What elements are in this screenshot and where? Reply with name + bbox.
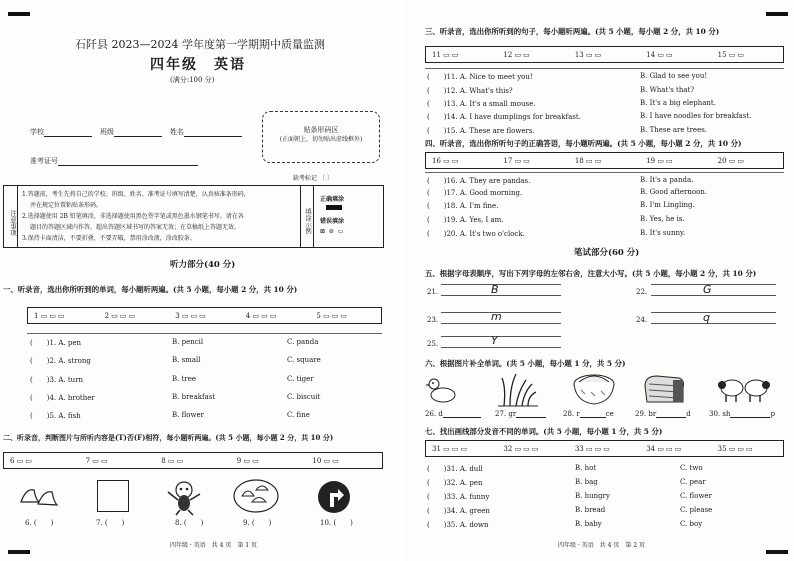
absent-mark[interactable]: 缺考标记 〔 〕 bbox=[293, 175, 333, 182]
section2-answer-row bbox=[3, 452, 383, 469]
question-1: ( )1. A. pen bbox=[30, 339, 82, 347]
word-30[interactable]: 30. sh p bbox=[709, 410, 775, 418]
question-35: ( )35. A. down bbox=[427, 521, 489, 529]
option-c: C. please bbox=[680, 506, 713, 514]
option-b: B. It's sunny. bbox=[640, 229, 686, 237]
writing-lines[interactable] bbox=[441, 284, 561, 296]
answer-slot[interactable]: 6 ▭▭ bbox=[10, 456, 34, 465]
question-32: ( )32. A. pen bbox=[427, 479, 483, 487]
scan-marker bbox=[8, 12, 30, 16]
option-b: B. hungry bbox=[575, 492, 610, 500]
section2-title: 二、听录音，判断图片与所听内容是(T)否(F)相符，每小题听两遍。(共 5 小题，每小题 2 分，共 10 分) bbox=[3, 433, 334, 442]
answer-slot[interactable]: 19 ▭▭ bbox=[646, 156, 675, 165]
section4-answer-row bbox=[425, 152, 784, 169]
wrong-fill-icon: ⊠ ⊘ ▭ bbox=[320, 228, 345, 235]
option-c: C. two bbox=[680, 464, 703, 472]
turn-sign-picture bbox=[316, 479, 352, 515]
fill-example-label: 填涂示例 bbox=[300, 186, 314, 247]
option-c: C. pear bbox=[680, 478, 706, 486]
answer-slot[interactable]: 32 ▭▭▭ bbox=[503, 444, 541, 453]
answer-slot[interactable]: 15 ▭▭ bbox=[717, 50, 747, 59]
writing-lines[interactable] bbox=[441, 336, 561, 348]
sheep-picture bbox=[718, 374, 770, 406]
item-24-number: 24. bbox=[636, 316, 648, 324]
question-31: ( )31. A. dull bbox=[427, 465, 483, 473]
option-b: B. I have noodles for breakfast. bbox=[640, 112, 752, 120]
picture-label-8[interactable]: 8. ( ) bbox=[175, 519, 204, 527]
question-16: ( )16. A. They are pandas. bbox=[427, 177, 531, 185]
picture-label-10[interactable]: 10. ( ) bbox=[320, 519, 353, 527]
answer-slot[interactable]: 20 ▭▭ bbox=[717, 156, 747, 165]
divider bbox=[425, 172, 784, 173]
divider bbox=[425, 68, 784, 69]
section7-title: 七、找出画线部分发音不同的单词。(共 5 小题，每小题 1 分，共 5 分) bbox=[425, 427, 663, 436]
answer-slot[interactable]: 17 ▭▭ bbox=[503, 156, 532, 165]
option-c: C. tiger bbox=[287, 375, 314, 383]
answer-slot[interactable]: 1 ▭▭▭ bbox=[34, 311, 67, 320]
option-c: C. panda bbox=[287, 338, 319, 346]
question-13: ( )13. A. It's a small mouse. bbox=[427, 100, 536, 108]
question-14: ( )14. A. I have dumplings for breakfast. bbox=[427, 113, 581, 121]
letter-b: B bbox=[491, 283, 499, 296]
section7-answer-row bbox=[425, 440, 784, 457]
answer-slot[interactable]: 16 ▭▭ bbox=[432, 156, 461, 165]
answer-slot[interactable]: 31 ▭▭▭ bbox=[432, 444, 469, 453]
section4-title: 四、听录音，选出你所听句子的正确答语，每小题听两遍。(共 5 小题，每小题 2 分，共 10 分) bbox=[425, 139, 742, 148]
option-b: B. It's a panda. bbox=[640, 176, 694, 184]
answer-slot[interactable]: 3 ▭▭▭ bbox=[175, 311, 208, 320]
answer-slot[interactable]: 10 ▭▭ bbox=[312, 456, 341, 465]
section1-title: 一、听录音，选出你所听到的单词，每小题听两遍。(共 5 小题，每小题 2 分，共 10 分) bbox=[3, 285, 298, 294]
page-footer: 四年级 · 英语 共 4 页 第 1 页 bbox=[170, 542, 257, 549]
word-27[interactable]: 27. gr bbox=[495, 410, 546, 418]
wrong-fill-label: 错误填涂 bbox=[320, 218, 345, 225]
grass-picture bbox=[498, 370, 538, 408]
duck-picture bbox=[425, 372, 459, 406]
answer-slot[interactable]: 4 ▭▭▭ bbox=[245, 311, 279, 320]
option-b: B. These are trees. bbox=[640, 126, 708, 134]
picture-label-6[interactable]: 6. ( ) bbox=[25, 519, 54, 527]
option-b: B. I'm Lingling. bbox=[640, 201, 695, 209]
answer-slot[interactable]: 13 ▭▭ bbox=[574, 50, 604, 59]
answer-slot[interactable]: 9 ▭▭ bbox=[236, 456, 261, 465]
class-field[interactable]: 班级 bbox=[100, 128, 162, 137]
question-5: ( )5. A. fish bbox=[30, 412, 81, 420]
listening-header: 听力部分(40 分) bbox=[170, 260, 236, 270]
section6-title: 六、根据图片补全单词。(共 5 小题，每小题 1 分，共 5 分) bbox=[425, 359, 626, 368]
correct-fill-icon bbox=[326, 205, 342, 210]
item-23-number: 23. bbox=[427, 316, 439, 324]
option-c: C. square bbox=[287, 356, 321, 364]
bread-picture bbox=[641, 372, 687, 406]
question-17: ( )17. A. Good morning. bbox=[427, 189, 523, 197]
writing-lines[interactable] bbox=[651, 312, 776, 324]
writing-lines[interactable] bbox=[651, 284, 776, 296]
exam-id-field[interactable]: 准考证号 bbox=[30, 157, 198, 166]
picture-label-9[interactable]: 9. ( ) bbox=[243, 519, 272, 527]
answer-slot[interactable]: 5 ▭▭▭ bbox=[316, 311, 349, 320]
option-b: B. baby bbox=[575, 520, 602, 528]
monkey-picture bbox=[164, 478, 204, 516]
question-12: ( )12. A. What's this? bbox=[427, 87, 513, 95]
scan-marker bbox=[766, 550, 788, 554]
question-11: ( )11. A. Nice to meet you! bbox=[427, 73, 533, 81]
letter-m: m bbox=[491, 310, 502, 323]
exam-title: 石阡县 2023—2024 学年度第一学期期中质量监测 bbox=[75, 38, 325, 51]
option-c: C. biscuit bbox=[287, 393, 321, 401]
answer-slot[interactable]: 33 ▭▭▭ bbox=[574, 444, 612, 453]
item-22-number: 22. bbox=[636, 288, 648, 296]
answer-slot[interactable]: 2 ▭▭▭ bbox=[104, 311, 138, 320]
correct-fill-label: 正确填涂 bbox=[320, 196, 345, 203]
option-b: B. flower bbox=[172, 411, 204, 419]
question-18: ( )18. A. I'm fine. bbox=[427, 202, 499, 210]
answer-slot[interactable]: 11 ▭▭ bbox=[432, 50, 461, 59]
option-b: B. tree bbox=[172, 375, 197, 383]
exam-subtitle: 四年级 英语 bbox=[150, 57, 246, 73]
divider bbox=[27, 333, 382, 334]
question-2: ( )2. A. strong bbox=[30, 357, 91, 365]
page-footer: 四年级 · 英语 共 4 页 第 2 页 bbox=[558, 542, 645, 549]
section5-title: 五、根据字母表顺序，写出下列字母的左邻右舍，注意大小写。(共 5 小题，每小题 2 分，共 10 分) bbox=[425, 269, 757, 278]
question-20: ( )20. A. It's two o'clock. bbox=[427, 230, 525, 238]
barcode-area: 贴条形码区 (正面朝上，切勿贴出虚线框外) bbox=[262, 111, 380, 163]
notes-title: 注意事项 bbox=[4, 186, 18, 247]
picture-label-7[interactable]: 7. ( ) bbox=[96, 519, 125, 527]
answer-slot[interactable]: 18 ▭▭ bbox=[574, 156, 604, 165]
option-b: B. pencil bbox=[172, 338, 204, 346]
option-b: B. bread bbox=[575, 506, 606, 514]
option-c: C. boy bbox=[680, 520, 703, 528]
answer-slot[interactable]: 8 ▭▭ bbox=[161, 456, 186, 465]
scan-marker bbox=[766, 12, 788, 16]
dumplings-picture bbox=[232, 478, 280, 514]
notes-box bbox=[3, 185, 384, 248]
answer-slot[interactable]: 12 ▭▭ bbox=[503, 50, 532, 59]
answer-slot[interactable]: 14 ▭▭ bbox=[646, 50, 675, 59]
answer-slot[interactable]: 34 ▭▭▭ bbox=[646, 444, 684, 453]
option-b: B. breakfast bbox=[172, 393, 216, 401]
notes-text: 1.答题前，考生先将自己的学校、班级、姓名、准考证号填写清楚，认真核准条形码， 并在规定位置粘贴条形码。 2.选择题使用 2B 铅笔填涂，非选择题使用黑色签字笔或黑色墨水钢笔书写。请在各 题目的答题区域内作答，超出答题区域书写的答案无效；在草稿纸上答题无效。 3.保持卡面清洁，不要折叠，不要弄破，禁用涂改液，涂改胶条。 bbox=[22, 191, 250, 242]
option-b: B. Yes, he is. bbox=[640, 215, 685, 223]
question-33: ( )33. A. funny bbox=[427, 493, 490, 501]
question-19: ( )19. A. Yes, I am. bbox=[427, 216, 504, 224]
letter-q: q bbox=[703, 311, 710, 324]
scan-marker bbox=[8, 550, 30, 554]
exam-page-2 bbox=[403, 0, 794, 561]
rice-picture bbox=[571, 370, 617, 408]
full-marks: (满分:100 分) bbox=[170, 76, 215, 84]
word-28[interactable]: 28. r ce bbox=[563, 410, 614, 418]
option-c: C. flower bbox=[680, 492, 712, 500]
option-b: B. What's that? bbox=[640, 86, 695, 94]
letter-g: G bbox=[703, 283, 712, 296]
option-b: B. small bbox=[172, 356, 201, 364]
letter-y: Y bbox=[491, 334, 498, 347]
square-picture bbox=[97, 480, 129, 512]
option-c: C. fine bbox=[287, 411, 310, 419]
question-4: ( )4. A. brother bbox=[30, 394, 95, 402]
option-b: B. Good afternoon. bbox=[640, 188, 708, 196]
shoes-picture bbox=[18, 480, 60, 516]
question-15: ( )15. A. These are flowers. bbox=[427, 127, 535, 135]
answer-slot[interactable]: 7 ▭▭ bbox=[85, 456, 110, 465]
question-3: ( )3. A. turn bbox=[30, 376, 84, 384]
name-field[interactable]: 姓名 bbox=[170, 128, 242, 137]
question-34: ( )34. A. green bbox=[427, 507, 490, 515]
section3-title: 三、听录音，选出你所听到的句子，每小题听两遍。(共 5 小题，每小题 2 分，共 10 分) bbox=[425, 27, 720, 36]
item-21-number: 21. bbox=[427, 288, 439, 296]
school-field[interactable]: 学校 bbox=[30, 128, 92, 137]
writing-header: 笔试部分(60 分) bbox=[574, 248, 640, 258]
word-29[interactable]: 29. br d bbox=[635, 410, 691, 418]
word-26[interactable]: 26. d bbox=[425, 410, 481, 418]
option-b: B. Glad to see you! bbox=[640, 72, 708, 80]
section1-answer-row bbox=[27, 307, 382, 324]
answer-slot[interactable]: 35 ▭▭▭ bbox=[717, 444, 755, 453]
section3-answer-row bbox=[425, 46, 784, 63]
option-b: B. It's a big elephant. bbox=[640, 99, 716, 107]
item-25-number: 25. bbox=[427, 340, 439, 348]
option-b: B. hot bbox=[575, 464, 597, 472]
option-b: B. bag bbox=[575, 478, 598, 486]
